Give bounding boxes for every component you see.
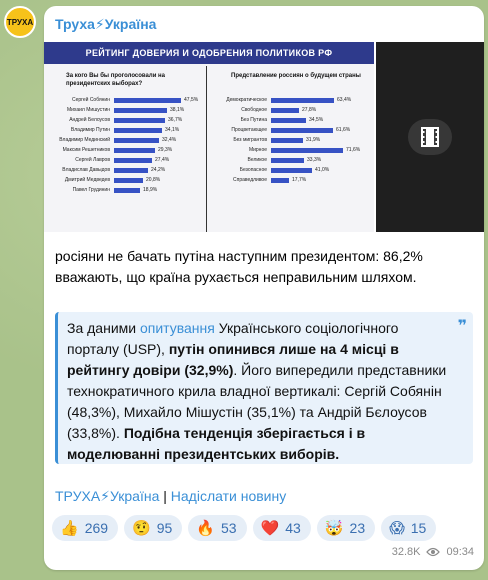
infographic-bar-row <box>209 176 369 186</box>
bar-label: Владислав Давыдов <box>62 167 110 173</box>
bar-value: 29,3% <box>158 147 173 153</box>
bar-value: 24,2% <box>151 167 166 173</box>
bar-value: 32,4% <box>162 137 177 143</box>
bar <box>114 158 152 163</box>
infographic-bar-row <box>209 166 369 176</box>
bar-label: Справедливое <box>233 177 267 183</box>
bar <box>114 168 148 173</box>
reaction-count: 269 <box>84 520 109 536</box>
thumbs-up-icon: 👍 <box>60 520 79 537</box>
infographic-bar-row <box>44 116 204 126</box>
infographic-right-column <box>209 66 369 232</box>
bar <box>114 148 155 153</box>
bar-label: Свободное <box>241 107 267 113</box>
bar-label: Без Путина <box>240 117 267 123</box>
bar-label: Безопасное <box>239 167 267 173</box>
quote-mark-icon: ❞ <box>457 318 467 335</box>
bar <box>271 138 303 143</box>
bar-value: 41,0% <box>315 167 330 173</box>
survey-link[interactable]: опитування <box>139 320 215 336</box>
right-question: Представление россиян о будущем страны <box>231 73 361 79</box>
reaction-count: 53 <box>221 520 237 536</box>
bar-label: Великое <box>247 157 267 163</box>
bar <box>114 108 167 113</box>
bar-value: 20,8% <box>146 177 161 183</box>
bar-label: Максим Решетников <box>62 147 110 153</box>
heart-icon: ❤️ <box>260 520 280 537</box>
infographic-bar-row <box>44 186 204 196</box>
bar-value: 18,9% <box>143 187 158 193</box>
channel-name[interactable]: Труха⚡Україна <box>55 16 157 32</box>
bar-value: 31,9% <box>306 137 321 143</box>
bar-value: 33,3% <box>307 157 322 163</box>
infographic-bar-row <box>209 96 369 106</box>
reaction-heart[interactable] <box>253 515 311 541</box>
infographic-bar-row <box>44 106 204 116</box>
video-thumbnail[interactable] <box>376 42 484 232</box>
bar <box>114 98 181 103</box>
infographic-bar-row <box>44 176 204 186</box>
scream-icon: 😱 <box>389 520 405 537</box>
mind-blown-icon: 🤯 <box>324 520 344 537</box>
bar-value: 63,4% <box>337 97 352 103</box>
infographic-left-column <box>44 66 204 232</box>
bar <box>271 98 334 103</box>
footer-links <box>55 488 286 505</box>
bar-value: 34,1% <box>165 127 180 133</box>
reaction-mind-blown[interactable] <box>317 515 375 541</box>
left-bars <box>44 96 204 196</box>
bar <box>114 128 162 133</box>
infographic-bar-row <box>209 136 369 146</box>
reaction-count: 43 <box>285 520 301 536</box>
bar-label: Павел Грудинин <box>72 187 110 193</box>
channel-avatar[interactable] <box>4 6 36 38</box>
media-group <box>44 42 484 232</box>
infographic-bar-row <box>209 156 369 166</box>
bar-value: 17,7% <box>292 177 307 183</box>
quote-text-3: . Його випередили представники технократичного крила владної вертикалі: Сергій Собянін (48,3%), Михайло Мішустін (35,1%) та Андрій Бєлоусов (33,8%). <box>67 362 447 441</box>
eye-icon <box>426 547 440 557</box>
bar-label: Без мигрантов <box>233 137 267 143</box>
quote-bold-1: путін опинився лише на 4 місці в рейтингу довіри (32,9%) <box>67 341 399 378</box>
bar-label: Мирное <box>248 147 267 153</box>
bar <box>271 148 343 153</box>
bar-label: Дмитрий Медведев <box>64 177 110 183</box>
bar <box>271 128 333 133</box>
avatar-text: ТРУХА <box>6 17 34 27</box>
infographic-bar-row <box>209 146 369 156</box>
right-bars <box>209 96 369 186</box>
bar-value: 61,6% <box>336 127 351 133</box>
left-question: За кого Вы бы проголосовали на президентских выборах? <box>66 73 166 87</box>
bar-label: Сергей Лавров <box>75 157 110 163</box>
message-time: 09:34 <box>446 546 474 558</box>
quote-block <box>55 312 473 464</box>
bar <box>271 118 306 123</box>
infographic-bar-row <box>44 126 204 136</box>
reaction-thumbs-up[interactable] <box>52 515 118 541</box>
infographic-divider <box>206 66 207 232</box>
infographic-title: РЕЙТИНГ ДОВЕРИЯ И ОДОБРЕНИЯ ПОЛИТИКОВ РФ <box>44 42 374 64</box>
quote-text-2: Українського соціологічного порталу (USP), <box>67 320 399 357</box>
fire-icon: 🔥 <box>196 520 215 537</box>
bar <box>114 138 159 143</box>
infographic-image[interactable] <box>44 42 374 232</box>
infographic-bar-row <box>44 146 204 156</box>
infographic-bar-row <box>209 106 369 116</box>
reaction-raised-eyebrow[interactable] <box>124 515 182 541</box>
footer-separator: | <box>163 488 167 504</box>
infographic-bar-row <box>44 136 204 146</box>
infographic-bar-row <box>44 166 204 176</box>
bar-label: Владимир Мединский <box>59 137 110 143</box>
bar-value: 36,7% <box>168 117 183 123</box>
bar-value: 27,4% <box>155 157 170 163</box>
bar <box>114 118 165 123</box>
bar <box>271 178 289 183</box>
infographic-bar-row <box>209 126 369 136</box>
bar-value: 38,1% <box>170 107 185 113</box>
reaction-count: 15 <box>410 520 427 536</box>
reaction-fire[interactable] <box>188 515 246 541</box>
film-icon <box>419 126 441 148</box>
bar-label: Владимир Путин <box>70 127 110 133</box>
bar <box>271 168 312 173</box>
channel-link[interactable]: ТРУХА⚡Україна <box>55 488 160 504</box>
reaction-count: 95 <box>156 520 173 536</box>
bar-label: Михаил Мишустин <box>66 107 110 113</box>
bar <box>271 158 304 163</box>
message-meta <box>392 546 474 558</box>
bar-value: 27,8% <box>302 107 317 113</box>
infographic-bar-row <box>44 96 204 106</box>
raised-eyebrow-icon: 🤨 <box>132 520 151 537</box>
reactions-bar <box>52 515 436 541</box>
bar <box>271 108 299 113</box>
infographic-bar-row <box>44 156 204 166</box>
bar <box>114 178 143 183</box>
bar-value: 47,5% <box>184 97 199 103</box>
quote-bold-2: Подібна тенденція зберігається і в моделюванні президентських виборів. <box>67 425 366 462</box>
video-play-button[interactable] <box>408 119 452 155</box>
message-caption: росіяни не бачать путіна наступним президентом: 86,2% вважають, що країна рухається неправильним шляхом. <box>55 248 423 285</box>
bar-label: Андрей Белоусов <box>69 117 110 123</box>
view-count: 32.8K <box>391 546 421 558</box>
quote-text-1: За даними <box>67 320 140 336</box>
infographic-bar-row <box>209 116 369 126</box>
reaction-count: 23 <box>349 520 366 536</box>
bar-label: Сергей Собянин <box>71 97 110 103</box>
send-news-link[interactable]: Надіслати новину <box>170 488 287 504</box>
message-bubble <box>44 6 484 570</box>
bar <box>114 188 140 193</box>
bar-value: 34,5% <box>309 117 324 123</box>
bar-label: Процветающее <box>231 127 267 133</box>
reaction-scream[interactable] <box>381 515 436 541</box>
bar-value: 71,6% <box>346 147 361 153</box>
bar-label: Демократическое <box>226 97 267 103</box>
